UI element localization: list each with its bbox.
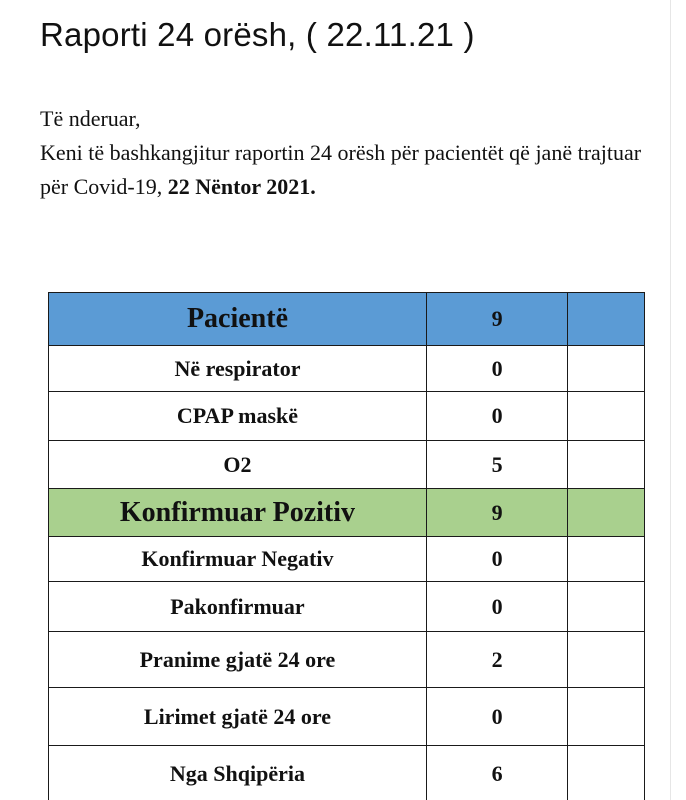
table-row-pacient xyxy=(49,293,645,346)
row-value xyxy=(426,537,567,582)
row-value xyxy=(426,746,567,800)
row-label-text: Pakonfirmuar xyxy=(170,593,305,619)
row-value-text: 6 xyxy=(491,760,503,786)
intro-text xyxy=(40,102,660,204)
row-extra xyxy=(568,441,645,489)
row-label-text: Nga Shqipëria xyxy=(169,760,306,786)
row-label xyxy=(49,441,427,489)
row-label-text: Konfirmuar Negativ xyxy=(141,546,334,571)
row-value xyxy=(426,392,567,441)
row-label-text: Lirimet gjatë 24 ore xyxy=(143,703,332,729)
table-row xyxy=(49,392,645,441)
greeting: Të nderuar, xyxy=(40,106,141,131)
row-value xyxy=(426,688,567,746)
row-value-text: 0 xyxy=(491,546,503,571)
row-extra xyxy=(568,582,645,632)
row-value-text: 0 xyxy=(491,403,503,428)
row-label xyxy=(49,582,427,632)
page-title: Raporti 24 orësh, ( 22.11.21 ) xyxy=(40,16,475,53)
table-row xyxy=(49,688,645,746)
row-label xyxy=(49,632,427,688)
row-value xyxy=(426,293,567,346)
row-value-text: 2 xyxy=(491,646,503,672)
row-label xyxy=(49,746,427,800)
row-extra xyxy=(568,346,645,392)
row-value xyxy=(426,489,567,537)
table-row xyxy=(49,441,645,489)
row-extra xyxy=(568,489,645,537)
row-label-text: O2 xyxy=(223,451,252,477)
row-label xyxy=(49,293,427,346)
row-label-text: CPAP maskë xyxy=(176,403,299,428)
row-value-text: 9 xyxy=(491,306,503,331)
row-label xyxy=(49,688,427,746)
row-value xyxy=(426,632,567,688)
intro-body-text: Keni të bashkangjitur raportin 24 orësh për pacientët që janë trajtuar për Covid-19, xyxy=(40,140,642,199)
table-row xyxy=(49,537,645,582)
row-value-text: 0 xyxy=(491,593,503,619)
row-label xyxy=(49,489,427,537)
row-extra xyxy=(568,537,645,582)
row-label xyxy=(49,346,427,392)
row-label-text: Konfirmuar Pozitiv xyxy=(119,496,356,528)
report-table xyxy=(48,292,645,800)
table-row-positive xyxy=(49,489,645,537)
row-extra xyxy=(568,293,645,346)
row-label-text: Pranime gjatë 24 ore xyxy=(139,646,336,672)
table-row xyxy=(49,582,645,632)
row-extra xyxy=(568,746,645,800)
intro-body xyxy=(40,136,660,204)
row-label-text: Në respirator xyxy=(174,355,301,381)
row-value xyxy=(426,582,567,632)
row-extra xyxy=(568,632,645,688)
page-edge xyxy=(670,0,671,800)
row-value xyxy=(426,441,567,489)
row-extra xyxy=(568,392,645,441)
intro-date: 22 Nëntor 2021. xyxy=(167,174,316,199)
table-row xyxy=(49,346,645,392)
row-value-text: 5 xyxy=(491,451,503,477)
row-extra xyxy=(568,688,645,746)
row-value-text: 0 xyxy=(491,703,503,729)
row-label xyxy=(49,537,427,582)
table-row xyxy=(49,632,645,688)
row-value-text: 9 xyxy=(491,499,503,525)
row-value-text: 0 xyxy=(491,355,503,381)
row-label xyxy=(49,392,427,441)
row-label-text: Pacientë xyxy=(186,303,288,334)
row-value xyxy=(426,346,567,392)
table-row xyxy=(49,746,645,800)
